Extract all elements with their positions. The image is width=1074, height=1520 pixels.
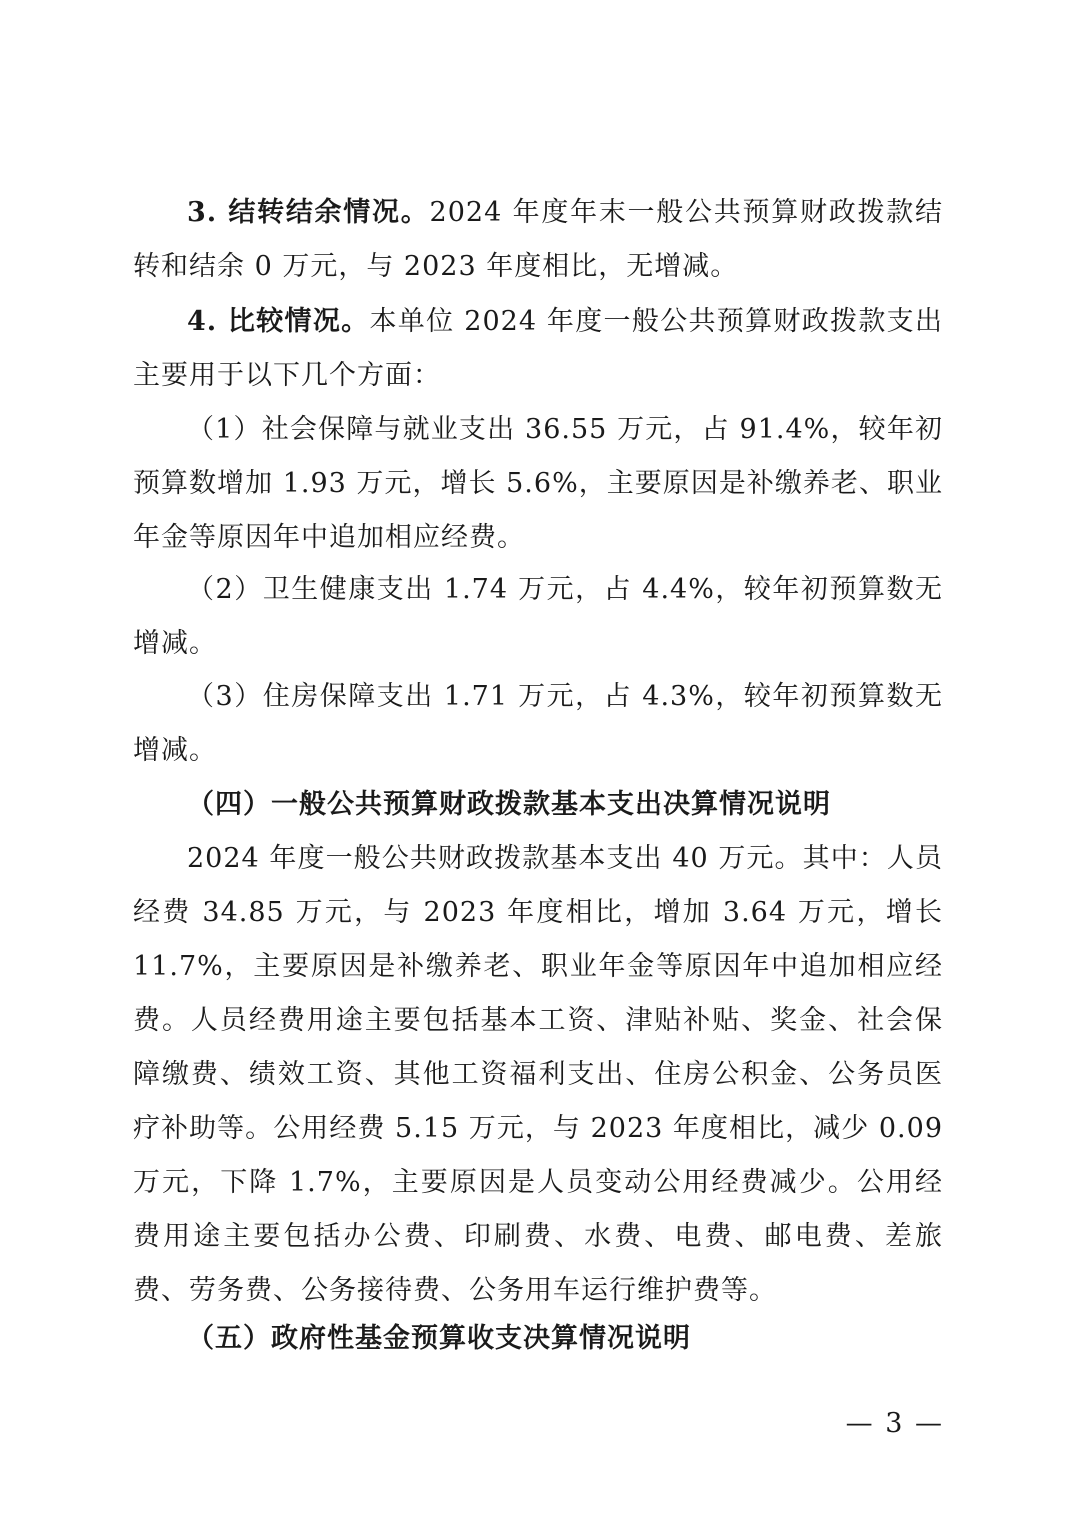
section-heading-basic-expenditure: （四）一般公共预算财政拨款基本支出决算情况说明 [187, 789, 831, 820]
page-number: — 3 — [845, 1408, 944, 1439]
paragraph-text: 2024 年度年末一般公共预算财政拨款结转和结余 0 万元，与 2023 年度相比，无增减。 [133, 197, 943, 282]
paragraph-lead: 4. 比较情况。 [187, 306, 370, 337]
paragraph-lead: 3. 结转结余情况。 [187, 197, 430, 228]
paragraph-item-housing: （3）住房保障支出 1.71 万元，占 4.3%，较年初预算数无增减。 [133, 681, 943, 766]
paragraph-carryover-balance [133, 186, 943, 294]
paragraph-basic-expenditure: 2024 年度一般公共财政拨款基本支出 40 万元。其中：人员经费 34.85 万元，与 2023 年度相比，增加 3.64 万元，增长 11.7%，主要原因是补缴养老、职业年金等原因年中追加相应经费。人员经费用途主要包括基本工资、津贴补贴、奖金、社会保障缴费、绩效工资、其他工资福利支出、住房公积金、公务员医疗补助等。公用经费 5.15 万元，与 2023 年度相比，减少 0.09 万元，下降 1.7%，主要原因是人员变动公用经费减少。公用经费用途主要包括办公费、印刷费、水费、电费、邮电费、差旅费、劳务费、公务接待费、公务用车运行维护费等。 [133, 843, 943, 1306]
paragraph-comparison [133, 295, 943, 403]
paragraph-item-health: （2）卫生健康支出 1.74 万元，占 4.4%，较年初预算数无增减。 [133, 574, 943, 659]
section-heading-government-fund: （五）政府性基金预算收支决算情况说明 [187, 1323, 691, 1354]
paragraph-text: 本单位 2024 年度一般公共预算财政拨款支出主要用于以下几个方面： [133, 306, 943, 391]
paragraph-item-social-security: （1）社会保障与就业支出 36.55 万元，占 91.4%，较年初预算数增加 1.93 万元，增长 5.6%，主要原因是补缴养老、职业年金等原因年中追加相应经费。 [133, 414, 943, 553]
